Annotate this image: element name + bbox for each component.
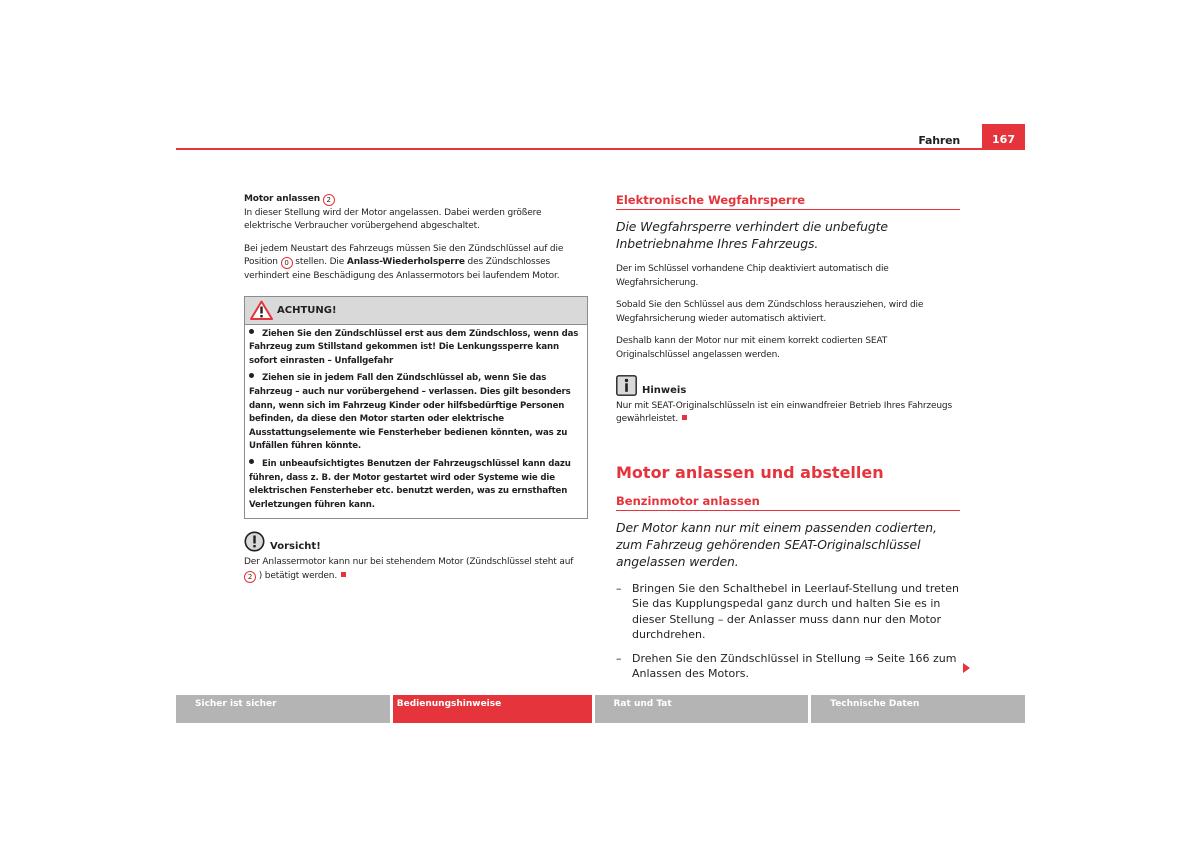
bullet [249,329,254,334]
warning-item-text: Ziehen Sie den Zündschlüssel erst aus dem Zündschloss, wenn das Fahrzeug zum Stillstand gekommen ist! Die Lenkungssperre kann sofort einrasten – Unfallgefahr [249,328,579,366]
immobilizer-lead: Die Wegfahrsperre verhindert die unbefugte Inbetriebnahme Ihres Fahrzeugs. [616,219,888,251]
list-item [616,651,960,682]
list-item-text: Bringen Sie den Schalthebel in Leerlauf-Stellung und treten Sie das Kupplungspedal ganz durch und halten Sie es in dieser Stellung – der Anlasser muss dann nur den Motor durchdrehen. [632,581,959,642]
bullet [249,373,254,378]
section-title: Fahren [918,134,960,147]
right-column [616,193,960,690]
footer-nav [176,695,1025,723]
hint-text-body: Nur mit SEAT-Originalschlüsseln ist ein einwandfreier Betrieb Ihres Fahrzeugs gewährleistet. [616,400,953,425]
tab-technische-daten[interactable]: Technische Daten [811,695,1025,723]
motor-label: Motor anlassen [244,194,320,204]
hint-title: Hinweis [642,384,687,396]
restart-lock-term: Anlass-Wiederholsperre [346,257,465,268]
header-line [176,148,1025,150]
warning-item [249,372,583,454]
warning-box [244,296,588,520]
warning-triangle-icon [250,300,273,320]
hint-text [616,400,960,427]
position-2-marker: 2 [244,571,256,583]
section-end-marker [682,415,687,420]
immobilizer-para: Sobald Sie den Schlüssel aus dem Zündschloss herausziehen, wird die Wegfahrsicherung wieder automatisch aktiviert. [616,300,924,324]
page-number: 167 [982,124,1025,149]
tab-sicher-ist-sicher[interactable]: Sicher ist sicher [176,695,390,723]
caution-header [244,531,588,552]
warning-body [245,325,587,519]
restart-text-a: Bei jedem Neustart des Fahrzeugs müssen Sie den Zündschlüssel auf die Position [244,243,564,268]
warning-header [245,297,587,325]
immobilizer-para: Deshalb kann der Motor nur mit einem korrekt codierten SEAT Originalschlüssel angelassen werden. [616,336,888,360]
info-icon [616,375,637,396]
petrol-engine-heading: Benzinmotor anlassen [616,494,960,511]
tab-bedienungshinweise[interactable]: Bedienungshinweise [393,695,592,723]
section-end-marker [341,572,346,577]
left-column [244,193,588,592]
next-page-arrow-icon[interactable] [963,663,970,673]
position-2-marker: 2 [323,194,335,206]
list-dash: – [616,651,622,665]
bullet [249,459,254,464]
caution-text-a: Der Anlassermotor kann nur bei stehendem Motor (Zündschlüssel steht auf [244,557,574,568]
restart-text-b: stellen. Die [295,257,345,268]
restart-para [244,243,588,284]
immobilizer-heading: Elektronische Wegfahrsperre [616,193,960,210]
petrol-engine-lead: Der Motor kann nur mit einem passenden codierten, zum Fahrzeug gehörenden SEAT-Originalschlüssel angelassen werden. [616,519,937,569]
start-description: In dieser Stellung wird der Motor angelassen. Dabei werden größere elektrische Verbraucher vorübergehend abgeschaltet. [244,207,542,232]
warning-item [249,458,583,512]
list-item-text: Drehen Sie den Zündschlüssel in Stellung ⇒ Seite 166 zum Anlassen des Motors. [632,651,957,681]
warning-item-text: Ziehen sie in jedem Fall den Zündschlüssel ab, wenn Sie das Fahrzeug – auch nur vorübergehend – verlassen. Dies gilt besonders dann, wenn sich im Fahrzeug Kinder oder hilfsbedürftige Personen befinden, da diese den Motor starten oder elektrische Ausstattungselemente wie Fensterheber bedienen könnten, was zu Unfällen führen könnte. [249,373,571,452]
hint-header [616,375,960,396]
warning-title: ACHTUNG! [277,304,337,316]
caution-text-b: ) betätigt werden. [258,570,338,581]
position-0-marker: 0 [281,257,293,269]
restart-text-c: des Zündschlosses verhindert eine Beschädigung des Anlassermotors bei laufendem Motor. [244,257,560,281]
caution-text [244,556,588,583]
tab-rat-und-tat[interactable]: Rat und Tat [595,695,809,723]
list-dash: – [616,581,622,595]
warning-item-text: Ein unbeaufsichtigtes Benutzen der Fahrzeugschlüssel kann dazu führen, dass z. B. der Motor gestartet wird oder Systeme wie die elektrischen Fensterheber etc. benutzt werden, was zu ernsthaften Verletzungen führen kann. [249,458,571,510]
immobilizer-para: Der im Schlüssel vorhandene Chip deaktiviert automatisch die Wegfahrsicherung. [616,264,889,288]
warning-item [249,328,583,369]
exclamation-circle-icon [244,531,265,552]
motor-label-para [244,193,588,234]
engine-start-stop-heading: Motor anlassen und abstellen [616,462,884,482]
caution-title: Vorsicht! [270,541,321,553]
list-item [616,581,960,643]
